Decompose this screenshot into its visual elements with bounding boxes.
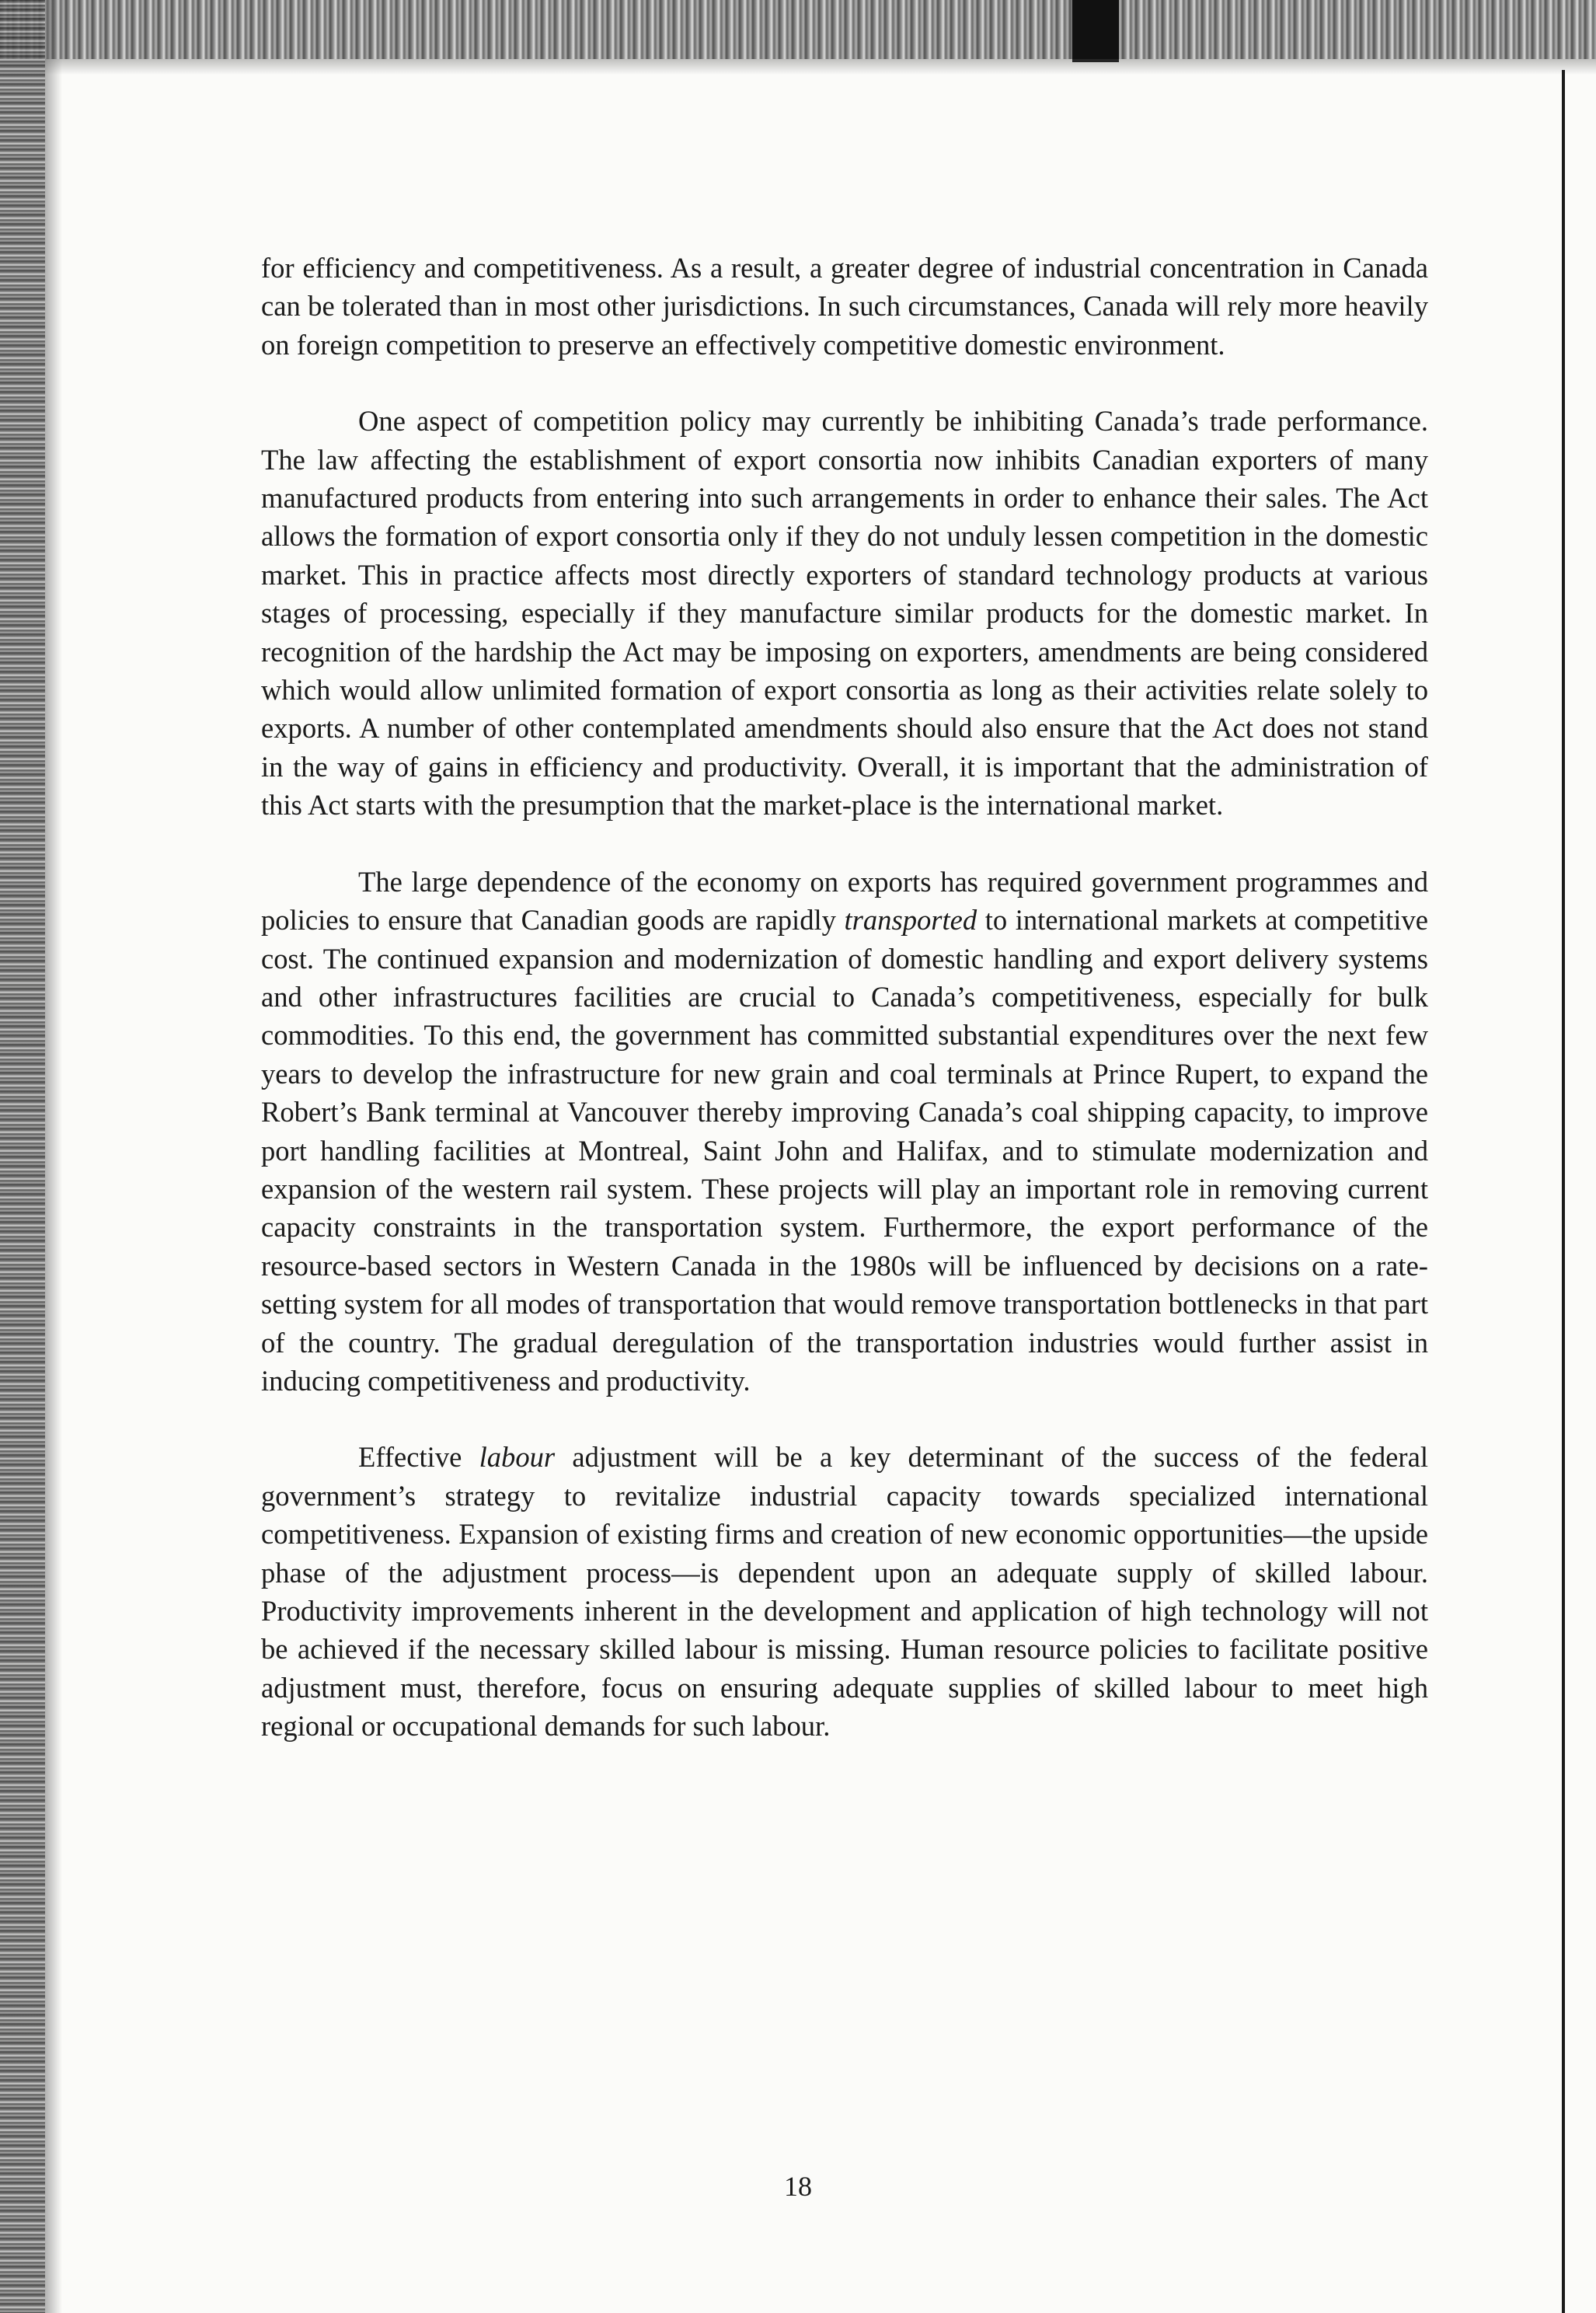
paragraph-3-text-end: to international markets at competitive cost. The continued expansion and modernization of domestic handling and export delivery systems and other infrastructures facilities are crucial to Canada’s competitiveness, especially for bulk commodities. To this end, the government has committed substantial expenditures over the next few years to develop the infrastructure for new grain and coal terminals at Prince Rupert, to expand the Robert’s Bank terminal at Vancouver thereby improving Canada’s coal shipping capacity, to improve port handling facilities at Montreal, Saint John and Halifax, and to stimulate modernization and expansion of the western rail system. These projects will play an important role in removing current capacity constraints in the transportation system. Furthermore, the export performance of the resource-based sectors in Western Canada in the 1980s will be influenced by decisions on a rate-setting system for all modes of transportation that would remove transportation bottlenecks in that part of the country. The gradual deregulation of the transportation industries would further assist in inducing competitiveness and productivity.	[261, 904, 1428, 1397]
paragraph-4-text-end: adjustment will be a key determinant of the success of the federal government’s strategy to revitalize industrial capacity towards specialized international competitiveness. Expansion of existing firms and creation of new economic opportunities—the upside phase of the adjustment process—is dependent upon an adequate supply of skilled labour. Productivity improvements inherent in the development and application of high technology will not be achieved if the necessary skilled labour is missing. Human resource policies to facilitate positive adjustment must, therefore, focus on ensuring adequate supplies of skilled labour to meet high regional or occupational demands for such labour.	[261, 1441, 1428, 1743]
paragraph-4-text-start: Effective	[358, 1441, 479, 1474]
book-spine-shadow	[45, 0, 62, 2313]
paragraph-3-emphasis: transported	[844, 904, 977, 937]
paragraph-3-text-start: The large dependence of the economy on exports has required government programmes and policies to ensure that Canadian goods are rapidly	[261, 865, 1428, 937]
paragraph-4	[261, 1438, 1428, 1745]
paragraph-2: One aspect of competition policy may currently be inhibiting Canada’s trade performance. The law affecting the establishment of export consortia now inhibits Canadian exporters of many manufactured products from entering into such arrangements in order to enhance their sales. The Act allows the formation of export consortia only if they do not unduly lessen competition in the domestic market. This in practice affects most directly exporters of standard technology products at various stages of processing, especially if they manufacture similar products for the domestic market. In recognition of the hardship the Act may be imposing on exporters, amendments are being considered which would allow unlimited formation of export consortia as long as their activities relate solely to exports. A number of other contemplated amendments should also ensure that the Act does not stand in the way of gains in efficiency and productivity. Overall, it is important that the administration of this Act starts with the presumption that the market-place is the international market.	[261, 405, 1428, 822]
page-number: 18	[784, 2171, 812, 2202]
paragraph-1: for efficiency and competitiveness. As a result, a greater degree of industrial concentration in Canada can be tolerated than in most other jurisdictions. In such circumstances, Canada will rely more heavily on foreign competition to preserve an effectively competitive domestic environment.	[261, 252, 1428, 361]
page-right-edge	[1562, 70, 1565, 2313]
scan-top-edge-shadow	[1072, 0, 1119, 62]
body-text	[261, 249, 1428, 1784]
paragraph-4-emphasis: labour	[479, 1441, 556, 1474]
paragraph-3	[261, 863, 1428, 1401]
scan-top-edge-fade	[0, 59, 1596, 75]
book-spine-edge	[0, 0, 45, 2313]
scan-top-edge	[0, 0, 1596, 59]
